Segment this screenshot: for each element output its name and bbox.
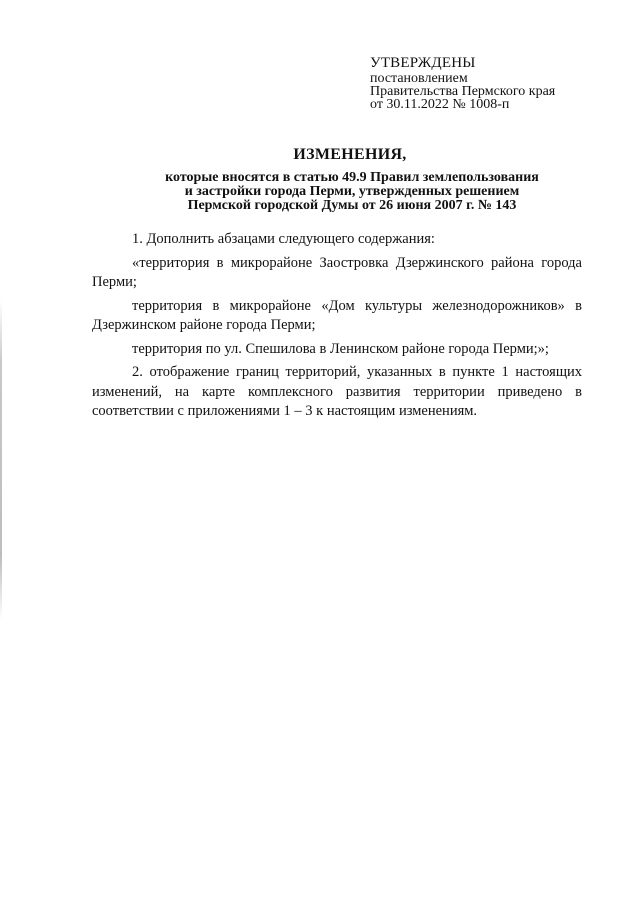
document-title: ИЗМЕНЕНИЯ, bbox=[293, 146, 407, 163]
subtitle-line-1: которые вносятся в статью 49.9 Правил землепользования bbox=[165, 170, 539, 185]
approval-line-date-number: от 30.11.2022 № 1008-п bbox=[370, 97, 510, 112]
approval-title: УТВЕРЖДЕНЫ bbox=[370, 55, 476, 71]
approval-line-government: Правительства Пермского края bbox=[370, 84, 556, 99]
paragraph-territory-zaostrovka: «территория в микрорайоне Заостровка Дзержинского района города Перми; bbox=[92, 254, 582, 290]
paragraph-item-1: 1. Дополнить абзацами следующего содержания: bbox=[132, 231, 435, 247]
approval-stamp bbox=[370, 55, 630, 111]
paragraph-territory-railway-culture-house: территория в микрорайоне «Дом культуры железнодорожников» в Дзержинском районе города Перми; bbox=[92, 297, 582, 333]
paragraph-item-2: 2. отображение границ территорий, указанных в пункте 1 настоящих изменений, на карте комплексного развития территории приведено в соответствии с приложениями 1 – 3 к настоящим изменениям. bbox=[92, 364, 582, 419]
subtitle-line-2: и застройки города Перми, утвержденных решением bbox=[184, 184, 520, 199]
subtitle-line-3: Пермской городской Думы от 26 июня 2007 г. № 143 bbox=[187, 198, 517, 213]
document-body bbox=[92, 230, 582, 426]
approval-line-decree: постановлением bbox=[370, 71, 468, 86]
scan-edge-shadow bbox=[0, 300, 2, 620]
document-subtitle bbox=[104, 171, 600, 213]
paragraph-territory-speshilova: территория по ул. Спешилова в Ленинском районе города Перми;»; bbox=[132, 340, 549, 357]
document-heading bbox=[80, 146, 600, 213]
